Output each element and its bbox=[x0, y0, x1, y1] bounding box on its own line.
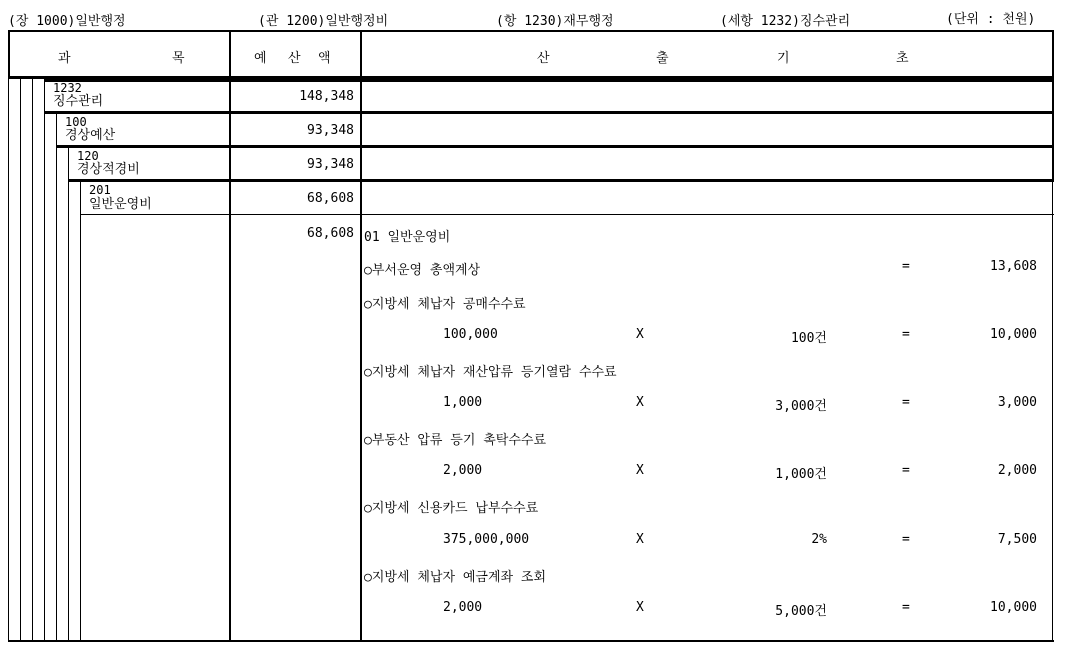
row-amount: 93,348 bbox=[307, 157, 354, 172]
col-budget-3: 액 bbox=[318, 51, 331, 66]
col-gwamok-1: 과 bbox=[58, 51, 71, 66]
hang-label: (항 1230)재무행정 bbox=[496, 14, 614, 29]
item-unit: 2,000 bbox=[443, 463, 483, 478]
row-code: 120 bbox=[77, 149, 99, 163]
unit-label: (단위 : 천원) bbox=[946, 12, 1036, 27]
item-qty: 100건 bbox=[790, 331, 827, 346]
item-label: ○부서운영 총액계상 bbox=[364, 263, 481, 278]
item-x: X bbox=[636, 395, 644, 410]
col-budget-1: 예 bbox=[254, 51, 267, 66]
item-label: ○지방세 체납자 재산압류 등기열람 수수료 bbox=[364, 365, 617, 380]
item-qty: 2% bbox=[811, 532, 827, 547]
col-gwamok-2: 목 bbox=[172, 51, 185, 66]
row-code: 1232 bbox=[53, 81, 82, 95]
item-qty: 3,000건 bbox=[775, 399, 827, 414]
col-calc-2: 출 bbox=[656, 51, 669, 66]
item-unit: 375,000,000 bbox=[443, 532, 530, 547]
item-x: X bbox=[636, 463, 644, 478]
item-label: ○지방세 체납자 공매수수료 bbox=[364, 297, 526, 312]
item-unit: 2,000 bbox=[443, 600, 483, 615]
item-eq: = bbox=[902, 327, 910, 342]
detail-amount: 68,608 bbox=[307, 226, 354, 241]
item-total: 10,000 bbox=[990, 600, 1037, 615]
item-eq: = bbox=[902, 600, 910, 615]
item-x: X bbox=[636, 600, 644, 615]
item-unit: 1,000 bbox=[443, 395, 483, 410]
item-eq: = bbox=[902, 463, 910, 478]
item-label: ○지방세 신용카드 납부수수료 bbox=[364, 501, 539, 516]
item-x: X bbox=[636, 532, 644, 547]
item-label: ○부동산 압류 등기 촉탁수수료 bbox=[364, 433, 547, 448]
item-unit: 100,000 bbox=[443, 327, 498, 342]
item-x: X bbox=[636, 327, 644, 342]
row-code: 201 bbox=[89, 183, 111, 197]
row-amount: 68,608 bbox=[307, 191, 354, 206]
row-amount: 148,348 bbox=[299, 89, 354, 104]
item-eq: = bbox=[902, 532, 910, 547]
jang-label: (장 1000)일반행정 bbox=[8, 14, 126, 29]
item-total: 7,500 bbox=[997, 532, 1037, 547]
gwan-label: (관 1200)일반행정비 bbox=[258, 14, 389, 29]
col-budget-2: 산 bbox=[288, 51, 301, 66]
item-qty: 1,000건 bbox=[775, 467, 827, 482]
item-total: 3,000 bbox=[997, 395, 1037, 410]
col-calc-3: 기 bbox=[777, 51, 790, 66]
detail-title: 01 일반운영비 bbox=[364, 230, 451, 245]
item-label: ○지방세 체납자 예금계좌 조회 bbox=[364, 570, 547, 585]
row-name: 경상적경비 bbox=[77, 162, 140, 177]
col-calc-1: 산 bbox=[537, 51, 550, 66]
row-name: 경상예산 bbox=[65, 128, 116, 143]
row-name: 일반운영비 bbox=[89, 197, 152, 212]
item-eq: = bbox=[902, 259, 910, 274]
item-total: 13,608 bbox=[990, 259, 1037, 274]
row-code: 100 bbox=[65, 115, 87, 129]
item-total: 2,000 bbox=[997, 463, 1037, 478]
sehang-label: (세항 1232)징수관리 bbox=[720, 14, 851, 29]
row-amount: 93,348 bbox=[307, 123, 354, 138]
item-total: 10,000 bbox=[990, 327, 1037, 342]
row-name: 징수관리 bbox=[53, 94, 104, 109]
col-calc-4: 초 bbox=[896, 51, 909, 66]
item-qty: 5,000건 bbox=[775, 604, 827, 619]
item-eq: = bbox=[902, 395, 910, 410]
